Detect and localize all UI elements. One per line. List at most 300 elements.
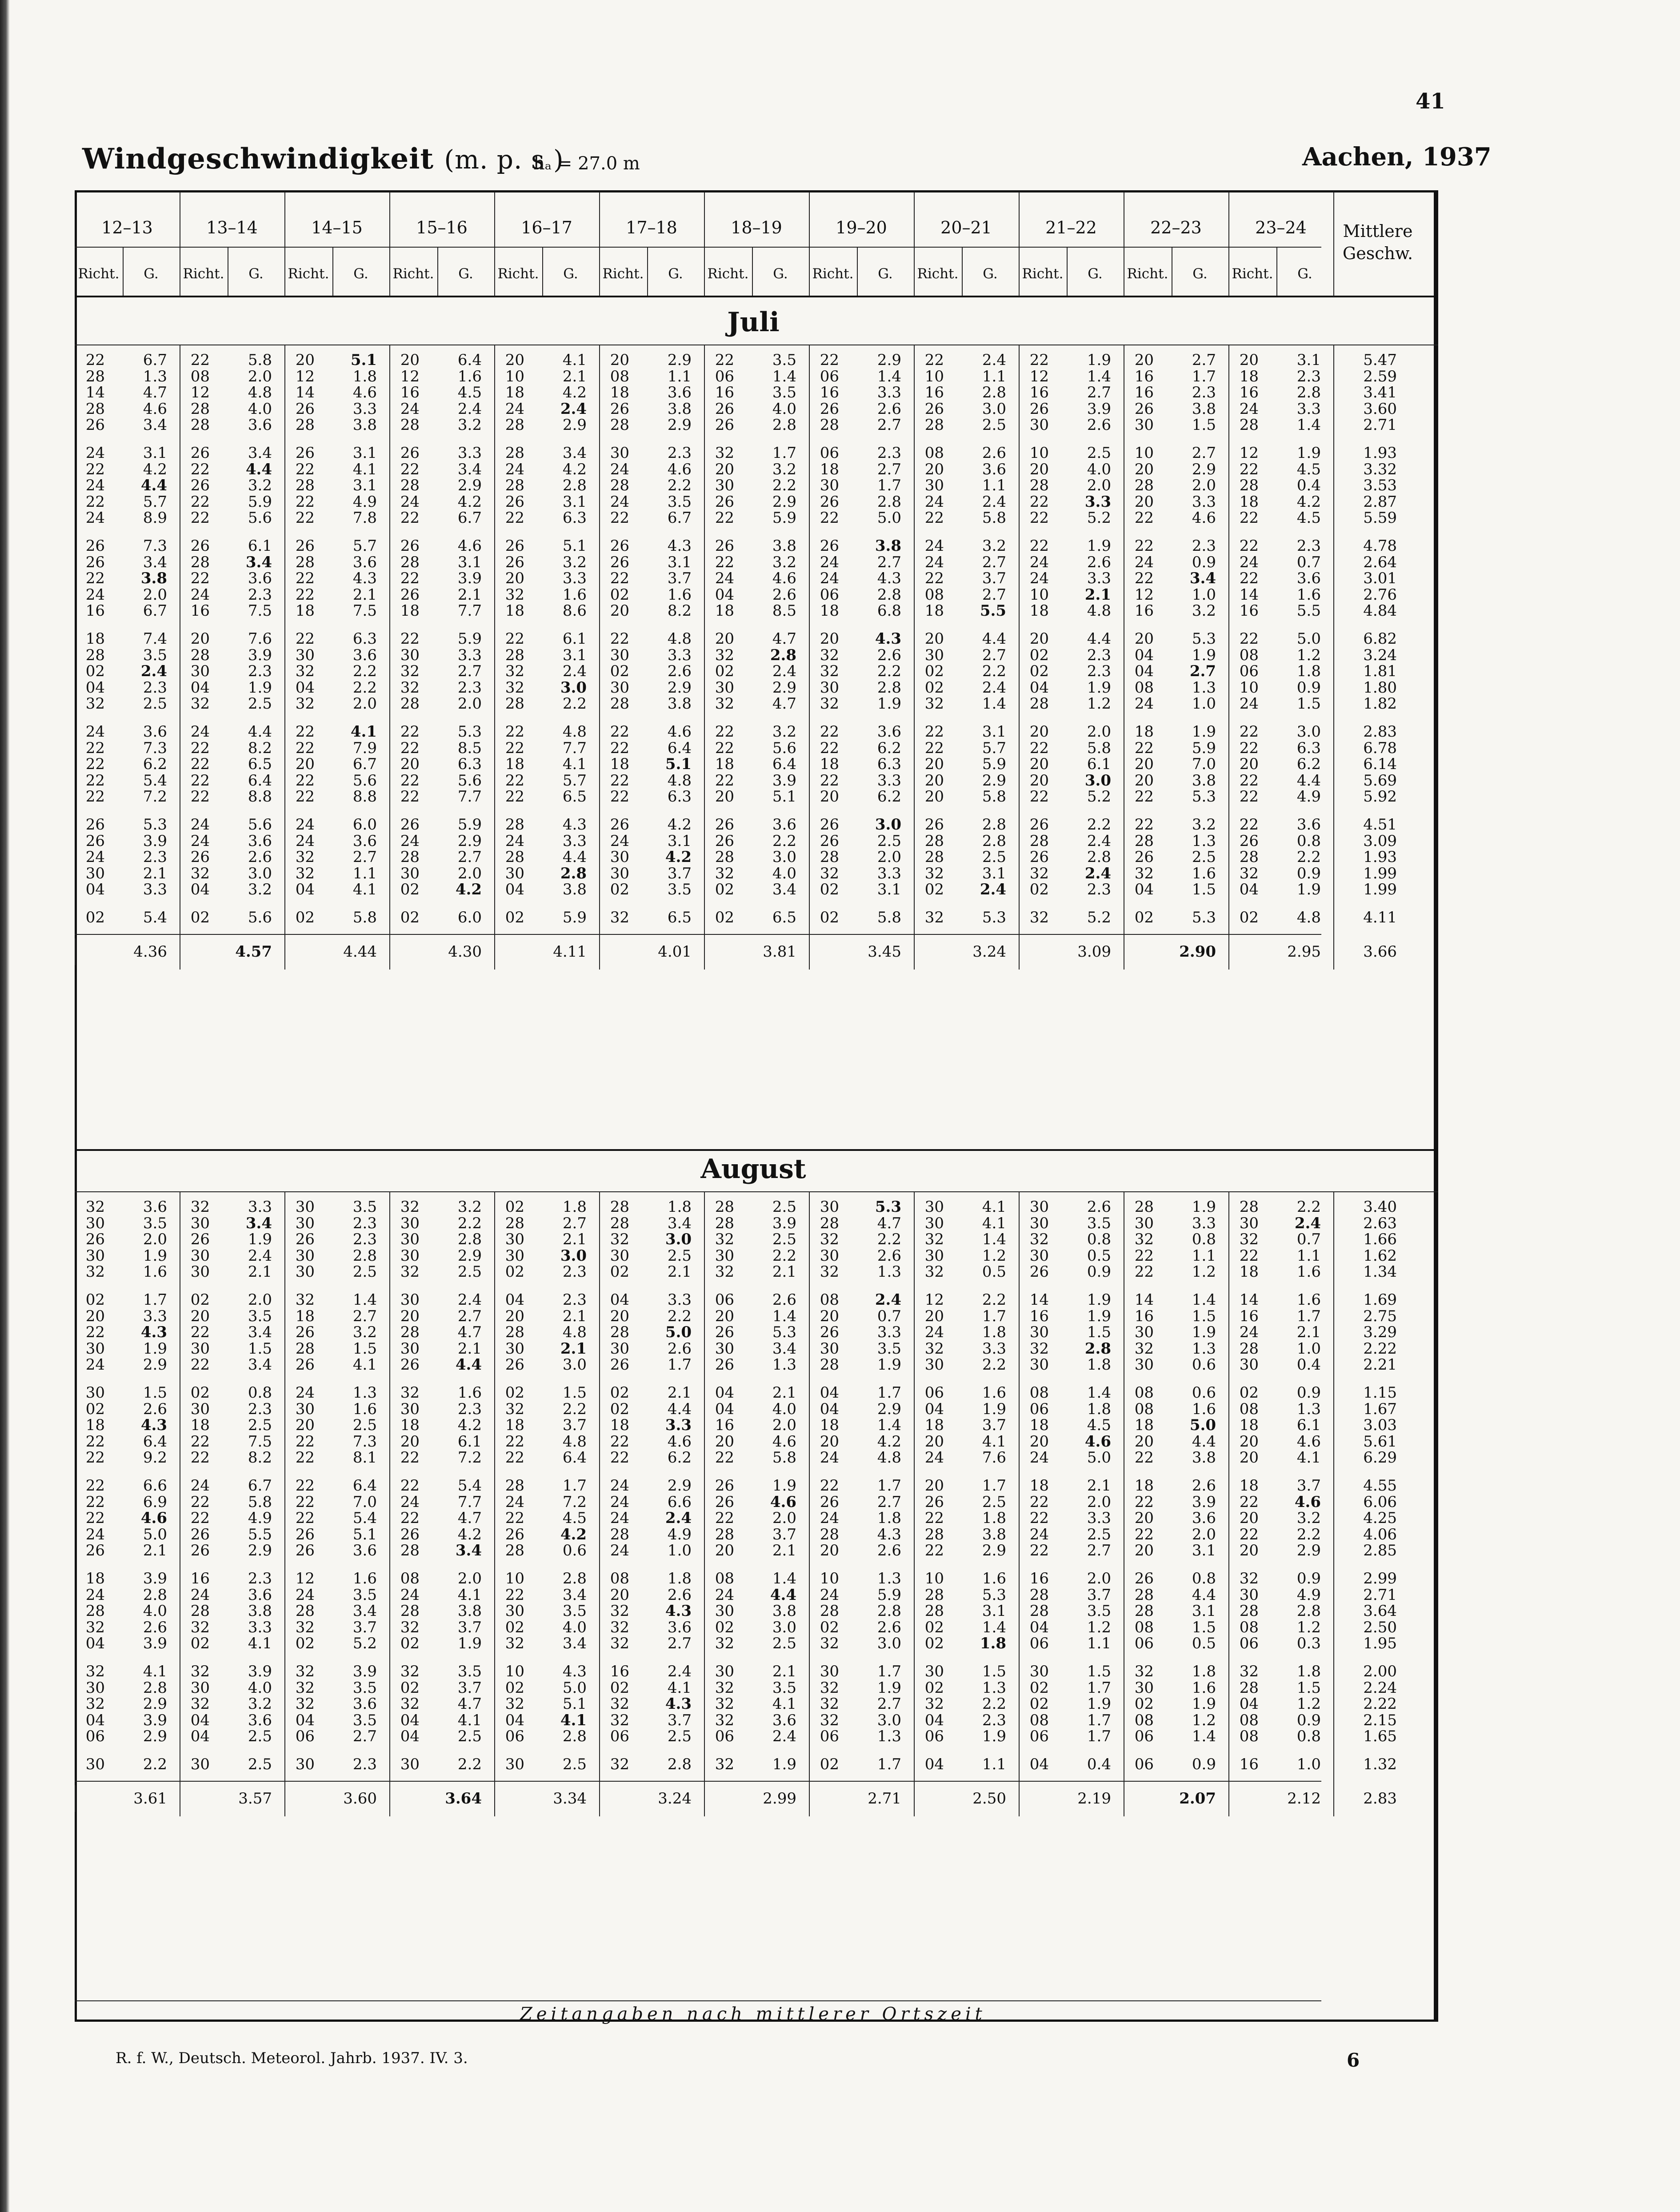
speed-cell: 2.1 (248, 1263, 272, 1281)
speed-cell: 2.1 (772, 1663, 796, 1680)
speed-cell: 3.6 (248, 416, 272, 434)
speed-cell: 1.8 (562, 1198, 587, 1216)
direction-cell: 26 (85, 553, 105, 571)
direction-cell: 18 (1239, 493, 1259, 511)
direction-cell: 24 (820, 553, 839, 571)
direction-cell: 26 (820, 1493, 839, 1511)
speed-cell: 2.2 (667, 477, 692, 495)
speed-cell: 1.7 (1192, 367, 1216, 385)
direction-cell: 22 (505, 509, 524, 527)
title-unit: (m. p. s ) (444, 144, 564, 175)
speed-cell: 5.6 (248, 909, 272, 926)
direction-cell: 24 (610, 1509, 629, 1527)
speed-cell: 4.3 (665, 1695, 692, 1713)
speed-cell: 4.1 (667, 1679, 692, 1697)
direction-cell: 24 (505, 832, 524, 850)
speed-cell: 6.5 (772, 909, 796, 926)
speed-cell: 5.6 (352, 771, 377, 789)
direction-cell: 32 (295, 1663, 315, 1680)
speed-cell: 2.8 (562, 477, 587, 495)
direction-cell: 32 (400, 662, 420, 681)
daily-mean-cell: 6.06 (1363, 1493, 1397, 1511)
speed-cell: 4.2 (562, 384, 587, 402)
direction-cell: 22 (85, 1509, 105, 1527)
direction-cell: 22 (295, 739, 315, 757)
direction-cell: 26 (295, 1525, 315, 1543)
direction-cell: 28 (400, 848, 420, 866)
richt-label: Richt. (183, 266, 224, 282)
direction-cell: 02 (295, 1635, 315, 1653)
speed-cell: 2.2 (457, 1214, 482, 1232)
speed-cell: 4.8 (1296, 909, 1321, 926)
column-rule (1333, 345, 1334, 970)
direction-cell: 22 (85, 351, 105, 369)
direction-cell: 22 (295, 1509, 315, 1527)
direction-cell: 32 (924, 864, 944, 882)
direction-cell: 20 (715, 1542, 734, 1560)
speed-cell: 8.6 (562, 602, 587, 620)
speed-cell: 1.5 (562, 1384, 587, 1402)
speed-cell: 2.3 (248, 662, 272, 681)
speed-cell: 2.4 (457, 400, 482, 418)
direction-cell: 02 (400, 881, 420, 899)
direction-cell: 02 (190, 1635, 210, 1653)
speed-cell: 2.5 (248, 1727, 272, 1746)
daily-mean-cell: 2.87 (1363, 493, 1397, 511)
speed-cell: 2.4 (665, 1509, 692, 1527)
speed-cell: 8.5 (457, 739, 482, 757)
speed-cell: 5.8 (248, 351, 272, 369)
direction-cell: 20 (1239, 351, 1259, 369)
speed-cell: 2.2 (1296, 1525, 1321, 1543)
daily-mean-cell: 2.59 (1363, 367, 1397, 385)
direction-cell: 24 (400, 832, 420, 850)
direction-cell: 26 (924, 816, 944, 834)
daily-mean-cell: 1.93 (1363, 848, 1397, 866)
direction-cell: 18 (820, 755, 839, 773)
speed-cell: 3.8 (457, 1602, 482, 1620)
direction-cell: 12 (1239, 444, 1259, 462)
speed-cell: 1.9 (982, 1727, 1006, 1746)
direction-cell: 30 (400, 646, 420, 664)
daily-mean-cell: 2.21 (1363, 1356, 1397, 1374)
speed-cell: 2.9 (667, 678, 692, 697)
direction-cell: 04 (190, 678, 210, 697)
speed-cell: 2.2 (352, 662, 377, 681)
daily-mean-cell: 4.84 (1363, 602, 1397, 620)
direction-cell: 26 (1029, 400, 1049, 418)
direction-cell: 32 (924, 909, 944, 926)
column-rule (809, 1191, 810, 1816)
direction-cell: 24 (85, 723, 105, 741)
speed-cell: 3.5 (1087, 1214, 1111, 1232)
direction-cell: 32 (85, 1695, 105, 1713)
monthly-mean-cell: 3.61 (133, 1789, 167, 1807)
direction-cell: 24 (190, 1477, 210, 1495)
direction-cell: 20 (715, 1307, 734, 1325)
direction-cell: 24 (400, 1493, 420, 1511)
speed-cell: 2.3 (667, 444, 692, 462)
daily-mean-cell: 1.32 (1363, 1755, 1397, 1773)
speed-cell: 0.7 (1296, 1230, 1321, 1249)
speed-cell: 4.6 (457, 537, 482, 555)
direction-cell: 16 (1134, 367, 1154, 385)
speed-cell: 1.3 (1192, 1339, 1216, 1358)
direction-cell: 26 (400, 1356, 420, 1374)
daily-mean-cell: 3.32 (1363, 460, 1397, 478)
speed-cell: 1.7 (772, 444, 796, 462)
direction-cell: 26 (85, 416, 105, 434)
direction-cell: 22 (190, 739, 210, 757)
speed-cell: 2.0 (1087, 1493, 1111, 1511)
speed-cell: 3.5 (248, 1307, 272, 1325)
speed-cell: 5.6 (457, 771, 482, 789)
speed-cell: 4.6 (667, 460, 692, 478)
speed-cell: 3.3 (248, 1618, 272, 1636)
speed-cell: 2.5 (772, 1198, 796, 1216)
speed-cell: 2.1 (1084, 585, 1111, 604)
direction-cell: 22 (820, 509, 839, 527)
speed-cell: 6.4 (457, 351, 482, 369)
direction-cell: 28 (190, 646, 210, 664)
direction-cell: 22 (85, 1432, 105, 1451)
speed-cell: 3.2 (248, 1695, 272, 1713)
direction-cell: 02 (1134, 909, 1154, 926)
daily-mean-cell: 3.29 (1363, 1323, 1397, 1342)
speed-cell: 4.4 (562, 848, 587, 866)
direction-cell: 14 (1239, 585, 1259, 604)
speed-cell: 2.4 (457, 1291, 482, 1309)
direction-cell: 20 (1134, 1542, 1154, 1560)
direction-cell: 10 (924, 1570, 944, 1587)
speed-cell: 6.9 (143, 1493, 167, 1511)
direction-cell: 10 (505, 367, 524, 385)
speed-cell: 1.9 (143, 1246, 167, 1265)
monthly-mean-cell: 2.50 (972, 1789, 1006, 1807)
speed-cell: 2.7 (982, 585, 1006, 604)
speed-cell: 3.7 (667, 864, 692, 882)
monthly-mean-cell: 4.30 (448, 942, 482, 961)
speed-cell: 1.2 (1296, 1618, 1321, 1636)
direction-cell: 30 (190, 1246, 210, 1265)
direction-cell: 12 (190, 384, 210, 402)
speed-cell: 7.8 (352, 509, 377, 527)
richt-label: Richt. (392, 266, 434, 282)
direction-cell: 22 (1029, 1493, 1049, 1511)
daily-mean-cell: 2.22 (1363, 1339, 1397, 1358)
daily-mean-cell: 5.47 (1363, 351, 1397, 369)
direction-cell: 22 (1239, 1493, 1259, 1511)
daily-mean-cell: 1.62 (1363, 1246, 1397, 1265)
direction-cell: 30 (610, 646, 629, 664)
direction-cell: 28 (505, 816, 524, 834)
direction-cell: 04 (820, 1384, 839, 1402)
direction-cell: 32 (400, 678, 420, 697)
speed-cell: 5.3 (982, 1586, 1006, 1604)
speed-cell: 1.9 (1192, 646, 1216, 664)
monthly-mean-cell: 3.09 (1077, 942, 1111, 961)
speed-cell: 1.5 (1192, 1618, 1216, 1636)
richt-label: Richt. (707, 266, 749, 282)
direction-cell: 30 (190, 1214, 210, 1232)
speed-cell: 3.5 (352, 1679, 377, 1697)
direction-cell: 26 (1029, 1263, 1049, 1281)
richt-label: Richt. (1127, 266, 1168, 282)
direction-cell: 02 (610, 662, 629, 681)
direction-cell: 20 (1134, 493, 1154, 511)
direction-cell: 28 (295, 416, 315, 434)
speed-cell: 4.1 (352, 460, 377, 478)
speed-cell: 3.3 (562, 832, 587, 850)
direction-cell: 06 (1134, 1635, 1154, 1653)
speed-cell: 4.3 (140, 1416, 167, 1435)
speed-cell: 2.5 (457, 1263, 482, 1281)
speed-cell: 1.2 (1087, 695, 1111, 713)
speed-cell: 2.3 (248, 1570, 272, 1587)
direction-cell: 20 (820, 1307, 839, 1325)
direction-cell: 16 (610, 1663, 629, 1680)
speed-cell: 5.6 (248, 816, 272, 834)
speed-cell: 3.7 (982, 1416, 1006, 1435)
direction-cell: 22 (924, 509, 944, 527)
speed-cell: 3.4 (562, 444, 587, 462)
direction-cell: 04 (400, 1711, 420, 1729)
speed-cell: 5.1 (350, 351, 377, 369)
speed-cell: 0.8 (1296, 1727, 1321, 1746)
subcolumn-rule (123, 248, 124, 296)
daily-mean-cell: 1.67 (1363, 1400, 1397, 1418)
direction-cell: 32 (924, 1695, 944, 1713)
speed-cell: 7.5 (352, 602, 377, 620)
direction-cell: 32 (190, 1663, 210, 1680)
month-title: Juli (727, 307, 780, 338)
speed-cell: 1.0 (1296, 1755, 1321, 1773)
direction-cell: 32 (400, 1663, 420, 1680)
speed-cell: 2.8 (562, 1570, 587, 1587)
monthly-mean-cell: 4.01 (658, 942, 692, 961)
column-rule (1019, 1191, 1020, 1816)
speed-cell: 5.1 (665, 755, 692, 773)
direction-cell: 18 (1239, 1263, 1259, 1281)
speed-cell: 2.8 (143, 1586, 167, 1604)
speed-cell: 3.2 (1192, 816, 1216, 834)
direction-cell: 24 (190, 832, 210, 850)
speed-cell: 2.7 (457, 662, 482, 681)
direction-cell: 22 (190, 351, 210, 369)
direction-cell: 30 (505, 1230, 524, 1249)
direction-cell: 22 (85, 1449, 105, 1467)
monthly-mean-cell: 4.44 (343, 942, 377, 961)
direction-cell: 28 (924, 1586, 944, 1604)
speed-cell: 4.7 (457, 1323, 482, 1342)
speed-cell: 2.3 (877, 444, 901, 462)
direction-cell: 22 (1134, 739, 1154, 757)
speed-cell: 1.1 (982, 1755, 1006, 1773)
speed-cell: 3.7 (772, 1525, 796, 1543)
subcolumn-rule (542, 248, 543, 296)
speed-cell: 2.4 (1294, 1214, 1321, 1232)
monthly-mean-cell: 2.90 (1179, 942, 1216, 961)
direction-cell: 16 (190, 602, 210, 620)
speed-cell: 2.3 (352, 1214, 377, 1232)
direction-cell: 12 (400, 367, 420, 385)
direction-cell: 18 (295, 602, 315, 620)
direction-cell: 26 (505, 1525, 524, 1543)
direction-cell: 20 (924, 788, 944, 806)
speed-cell: 4.2 (457, 1416, 482, 1435)
speed-cell: 2.9 (877, 351, 901, 369)
speed-cell: 3.7 (667, 1711, 692, 1729)
speed-cell: 1.3 (877, 1570, 901, 1587)
direction-cell: 30 (190, 662, 210, 681)
speed-cell: 6.4 (143, 1432, 167, 1451)
speed-cell: 2.7 (1192, 444, 1216, 462)
speed-cell: 3.5 (562, 1602, 587, 1620)
speed-cell: 4.7 (143, 384, 167, 402)
direction-cell: 32 (85, 1263, 105, 1281)
g-label: G. (668, 266, 683, 282)
speed-cell: 0.9 (1296, 1711, 1321, 1729)
direction-cell: 18 (400, 1416, 420, 1435)
speed-cell: 3.0 (877, 1635, 901, 1653)
speed-cell: 2.3 (143, 678, 167, 697)
direction-cell: 22 (1029, 509, 1049, 527)
monthly-mean-cell: 4.57 (235, 942, 272, 961)
direction-cell: 22 (1029, 1542, 1049, 1560)
direction-cell: 06 (1029, 1727, 1049, 1746)
speed-cell: 1.9 (1296, 881, 1321, 899)
speed-cell: 7.3 (352, 1432, 377, 1451)
direction-cell: 32 (1029, 909, 1049, 926)
speed-cell: 8.2 (248, 1449, 272, 1467)
direction-cell: 20 (924, 771, 944, 789)
g-label: G. (563, 266, 578, 282)
direction-cell: 30 (1029, 1198, 1049, 1216)
direction-cell: 22 (400, 739, 420, 757)
direction-cell: 22 (1134, 788, 1154, 806)
direction-cell: 32 (820, 662, 839, 681)
direction-cell: 16 (1239, 1307, 1259, 1325)
speed-cell: 7.6 (982, 1449, 1006, 1467)
direction-cell: 02 (505, 1618, 524, 1636)
direction-cell: 32 (1239, 1230, 1259, 1249)
speed-cell: 1.6 (1296, 1263, 1321, 1281)
speed-cell: 5.4 (143, 771, 167, 789)
speed-cell: 3.9 (248, 1663, 272, 1680)
speed-cell: 4.9 (248, 1509, 272, 1527)
speed-cell: 1.8 (980, 1635, 1006, 1653)
direction-cell: 22 (820, 771, 839, 789)
speed-cell: 3.6 (352, 1695, 377, 1713)
direction-cell: 20 (1134, 460, 1154, 478)
speed-cell: 6.6 (667, 1493, 692, 1511)
speed-cell: 1.4 (982, 695, 1006, 713)
direction-cell: 10 (820, 1570, 839, 1587)
speed-cell: 1.1 (982, 367, 1006, 385)
direction-cell: 20 (400, 1307, 420, 1325)
speed-cell: 2.0 (457, 1570, 482, 1587)
direction-cell: 22 (1029, 351, 1049, 369)
direction-cell: 06 (820, 367, 839, 385)
speed-cell: 2.0 (352, 695, 377, 713)
direction-cell: 02 (505, 1384, 524, 1402)
speed-cell: 6.0 (352, 816, 377, 834)
direction-cell: 20 (1029, 723, 1049, 741)
direction-cell: 30 (505, 1246, 524, 1265)
speed-cell: 3.9 (143, 1711, 167, 1729)
direction-cell: 18 (295, 1307, 315, 1325)
speed-cell: 5.3 (457, 723, 482, 741)
speed-cell: 5.3 (143, 816, 167, 834)
speed-cell: 8.8 (248, 788, 272, 806)
speed-cell: 1.6 (1192, 1679, 1216, 1697)
direction-cell: 10 (924, 367, 944, 385)
hour-label: 15–16 (416, 218, 468, 237)
monthly-mean-cell: 2.19 (1077, 1789, 1111, 1807)
direction-cell: 16 (1134, 1307, 1154, 1325)
speed-cell: 5.9 (1192, 739, 1216, 757)
speed-cell: 2.8 (877, 585, 901, 604)
direction-cell: 24 (1029, 1525, 1049, 1543)
direction-cell: 22 (85, 755, 105, 773)
direction-cell: 28 (505, 1323, 524, 1342)
speed-cell: 5.9 (877, 1586, 901, 1604)
speed-cell: 2.5 (1087, 444, 1111, 462)
direction-cell: 08 (1134, 1711, 1154, 1729)
direction-cell: 30 (924, 477, 944, 495)
direction-cell: 02 (400, 1679, 420, 1697)
speed-cell: 0.8 (1192, 1230, 1216, 1249)
direction-cell: 22 (610, 788, 629, 806)
direction-cell: 32 (190, 1695, 210, 1713)
direction-cell: 22 (1134, 537, 1154, 555)
speed-cell: 3.1 (982, 1602, 1006, 1620)
direction-cell: 30 (1134, 1356, 1154, 1374)
direction-cell: 22 (85, 460, 105, 478)
direction-cell: 26 (295, 1230, 315, 1249)
direction-cell: 30 (924, 1356, 944, 1374)
direction-cell: 24 (295, 1384, 315, 1402)
direction-cell: 02 (85, 1400, 105, 1418)
speed-cell: 5.3 (1192, 909, 1216, 926)
richt-label: Richt. (917, 266, 959, 282)
speed-cell: 3.1 (1296, 351, 1321, 369)
speed-cell: 2.0 (248, 1291, 272, 1309)
speed-cell: 2.9 (982, 771, 1006, 789)
direction-cell: 26 (85, 1542, 105, 1560)
direction-cell: 20 (1134, 771, 1154, 789)
direction-cell: 32 (190, 695, 210, 713)
speed-cell: 1.4 (352, 1291, 377, 1309)
speed-cell: 6.4 (562, 1449, 587, 1467)
direction-cell: 28 (924, 848, 944, 866)
speed-cell: 4.3 (352, 569, 377, 588)
direction-cell: 32 (715, 1695, 734, 1713)
speed-cell: 3.3 (143, 1307, 167, 1325)
direction-cell: 02 (610, 1263, 629, 1281)
daily-mean-cell: 6.29 (1363, 1449, 1397, 1467)
direction-cell: 08 (924, 585, 944, 604)
speed-cell: 2.7 (457, 1307, 482, 1325)
direction-cell: 32 (820, 1695, 839, 1713)
speed-cell: 3.4 (457, 460, 482, 478)
speed-cell: 3.9 (352, 1663, 377, 1680)
speed-cell: 3.6 (248, 569, 272, 588)
direction-cell: 22 (190, 1509, 210, 1527)
hour-label: 21–22 (1045, 218, 1097, 237)
footer-rule (75, 2000, 1321, 2001)
speed-cell: 8.8 (352, 788, 377, 806)
